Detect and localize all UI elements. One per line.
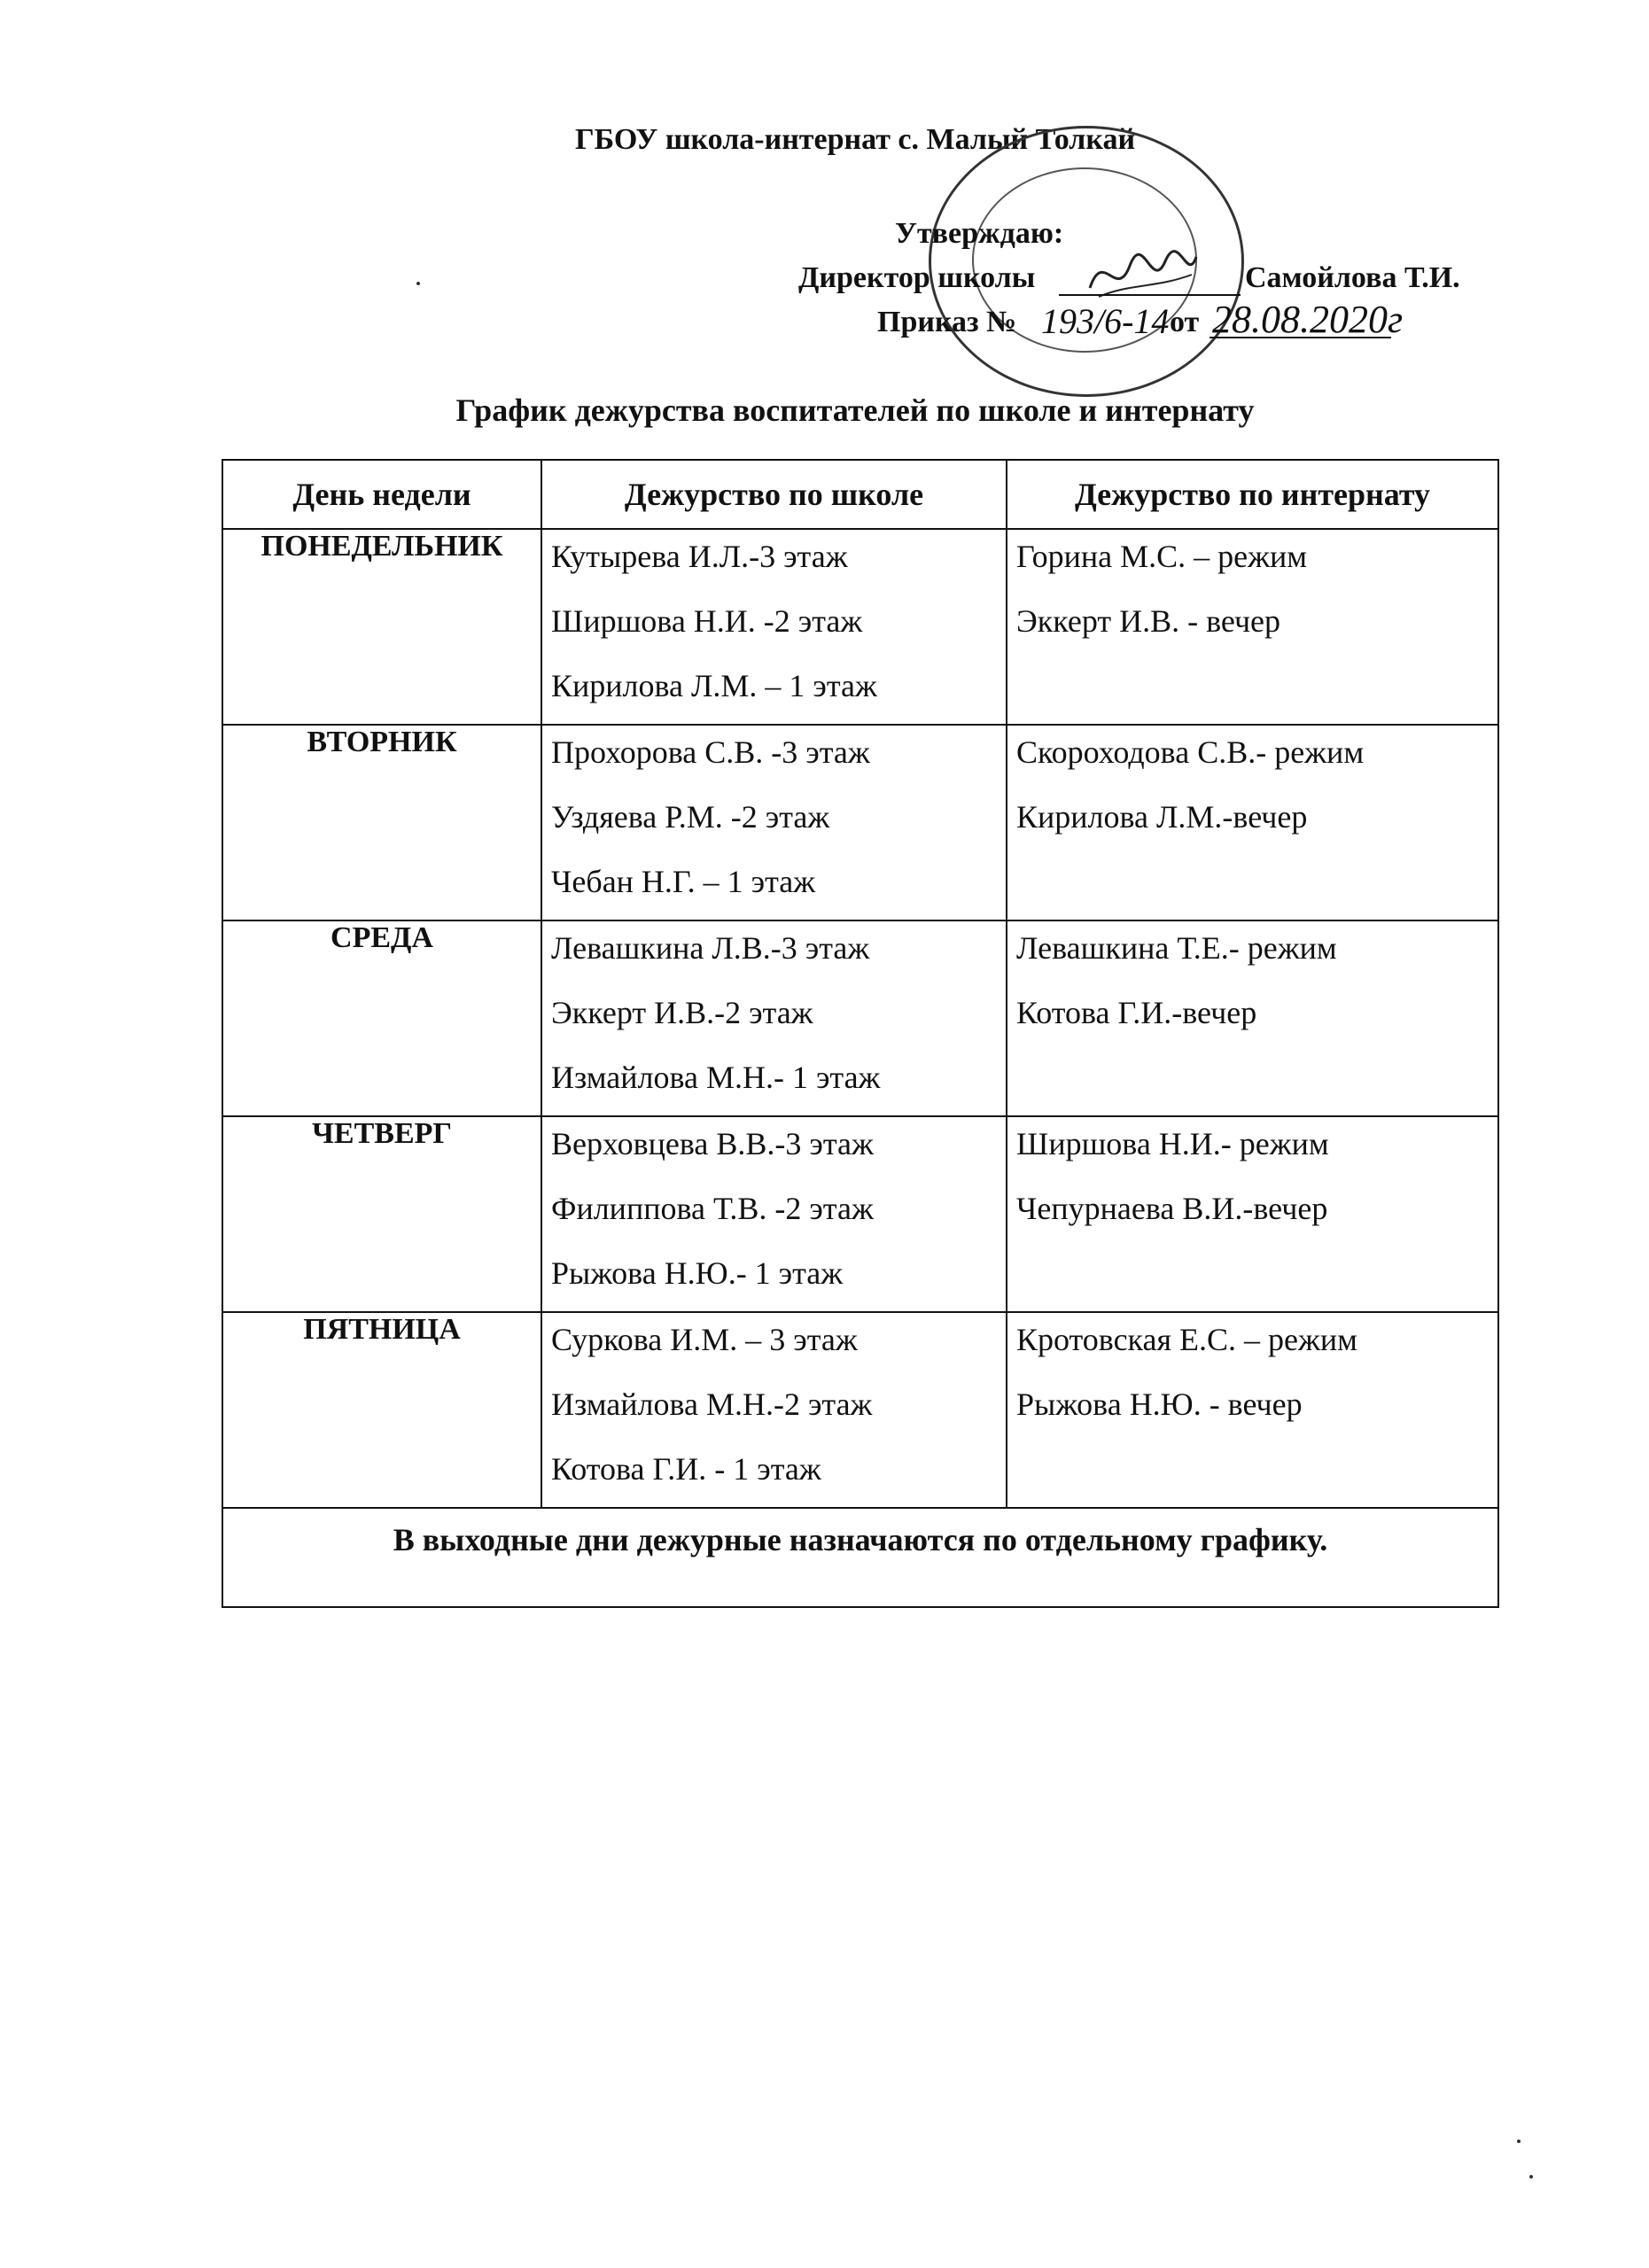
boarding-duty-entry: Эккерт И.В. - вечер [1016, 603, 1281, 639]
school-duty-entry: Левашкина Л.В.-3 этаж [551, 930, 870, 966]
table-row [222, 529, 1498, 725]
boarding-duty-cell [1007, 725, 1498, 920]
school-duty-entry: Ширшова Н.И. -2 этаж [551, 603, 863, 639]
school-duty-cell [541, 529, 1007, 725]
column-header-school-duty: Дежурство по школе [541, 460, 1007, 529]
boarding-duty-entry: Котова Г.И.-вечер [1016, 995, 1257, 1030]
school-duty-entry: Измайлова М.Н.-2 этаж [551, 1386, 873, 1422]
table-row [222, 1116, 1498, 1312]
boarding-duty-cell [1007, 1116, 1498, 1312]
boarding-duty-entry: Кротовская Е.С. – режим [1016, 1322, 1357, 1357]
table-footer-row [222, 1508, 1498, 1607]
school-duty-entry: Филиппова Т.В. -2 этаж [551, 1191, 874, 1226]
organization-name: ГБОУ школа-интернат с. Малый Толкай [574, 123, 1136, 156]
boarding-duty-entry: Чепурнаева В.И.-вечер [1016, 1191, 1328, 1226]
school-duty-entry: Эккерт И.В.-2 этаж [551, 995, 813, 1030]
order-date-underline [1210, 337, 1391, 338]
day-of-week-cell: ЧЕТВЕРГ [222, 1116, 541, 1312]
approve-label: Утверждаю: [895, 217, 1064, 250]
boarding-duty-cell [1007, 920, 1498, 1116]
column-header-day: День недели [222, 460, 541, 529]
school-duty-entry: Чебан Н.Г. – 1 этаж [551, 864, 816, 899]
column-header-boarding-duty: Дежурство по интернату [1007, 460, 1498, 529]
school-duty-entry: Прохорова С.В. -3 этаж [551, 734, 870, 770]
day-of-week-cell: ПЯТНИЦА [222, 1312, 541, 1508]
school-duty-entry: Уздяева Р.М. -2 этаж [551, 799, 830, 835]
table-row [222, 725, 1498, 920]
order-label: Приказ № [877, 306, 1017, 338]
school-duty-entry: Кутырева И.Л.-3 этаж [551, 539, 848, 574]
boarding-duty-entry: Скороходова С.В.- режим [1016, 734, 1365, 770]
table-header-row [222, 460, 1498, 529]
boarding-duty-entry: Рыжова Н.Ю. - вечер [1016, 1386, 1303, 1422]
director-signature [1085, 239, 1201, 310]
school-duty-entry: Кирилова Л.М. – 1 этаж [551, 668, 877, 703]
school-duty-cell [541, 1116, 1007, 1312]
school-duty-entry: Котова Г.И. - 1 этаж [551, 1451, 821, 1487]
director-label: Директор школы [798, 261, 1036, 294]
schedule-title: График дежурства воспитателей по школе и интернату [455, 392, 1255, 428]
scan-speck [1529, 2175, 1533, 2179]
day-of-week-cell: ВТОРНИК [222, 725, 541, 920]
weekend-note: В выходные дни дежурные назначаются по отдельному графику. [222, 1508, 1498, 1607]
school-duty-cell [541, 725, 1007, 920]
table-row [222, 920, 1498, 1116]
school-duty-cell [541, 1312, 1007, 1508]
table-row [222, 1312, 1498, 1508]
order-date: 28.08.2020г [1212, 298, 1404, 341]
duty-schedule-table [222, 459, 1499, 1608]
day-of-week-cell: ПОНЕДЕЛЬНИК [222, 529, 541, 725]
day-of-week-cell: СРЕДА [222, 920, 541, 1116]
scan-speck [1517, 2140, 1521, 2143]
boarding-duty-entry: Горина М.С. – режим [1016, 539, 1308, 574]
boarding-duty-entry: Кирилова Л.М.-вечер [1016, 799, 1308, 835]
school-duty-entry: Суркова И.М. – 3 этаж [551, 1322, 858, 1357]
director-name: Самойлова Т.И. [1245, 261, 1460, 294]
order-number: 193/6-14 [1041, 301, 1170, 341]
school-duty-entry: Измайлова М.Н.- 1 этаж [551, 1060, 881, 1095]
boarding-duty-entry: Левашкина Т.Е.- режим [1016, 930, 1337, 966]
boarding-duty-cell [1007, 529, 1498, 725]
director-signature-line [1059, 294, 1241, 296]
boarding-duty-cell [1007, 1312, 1498, 1508]
school-duty-entry: Рыжова Н.Ю.- 1 этаж [551, 1255, 844, 1291]
scan-speck [416, 282, 420, 285]
boarding-duty-entry: Ширшова Н.И.- режим [1016, 1126, 1329, 1161]
school-duty-cell [541, 920, 1007, 1116]
order-from-label: от [1170, 306, 1200, 338]
school-duty-entry: Верховцева В.В.-3 этаж [551, 1126, 874, 1161]
